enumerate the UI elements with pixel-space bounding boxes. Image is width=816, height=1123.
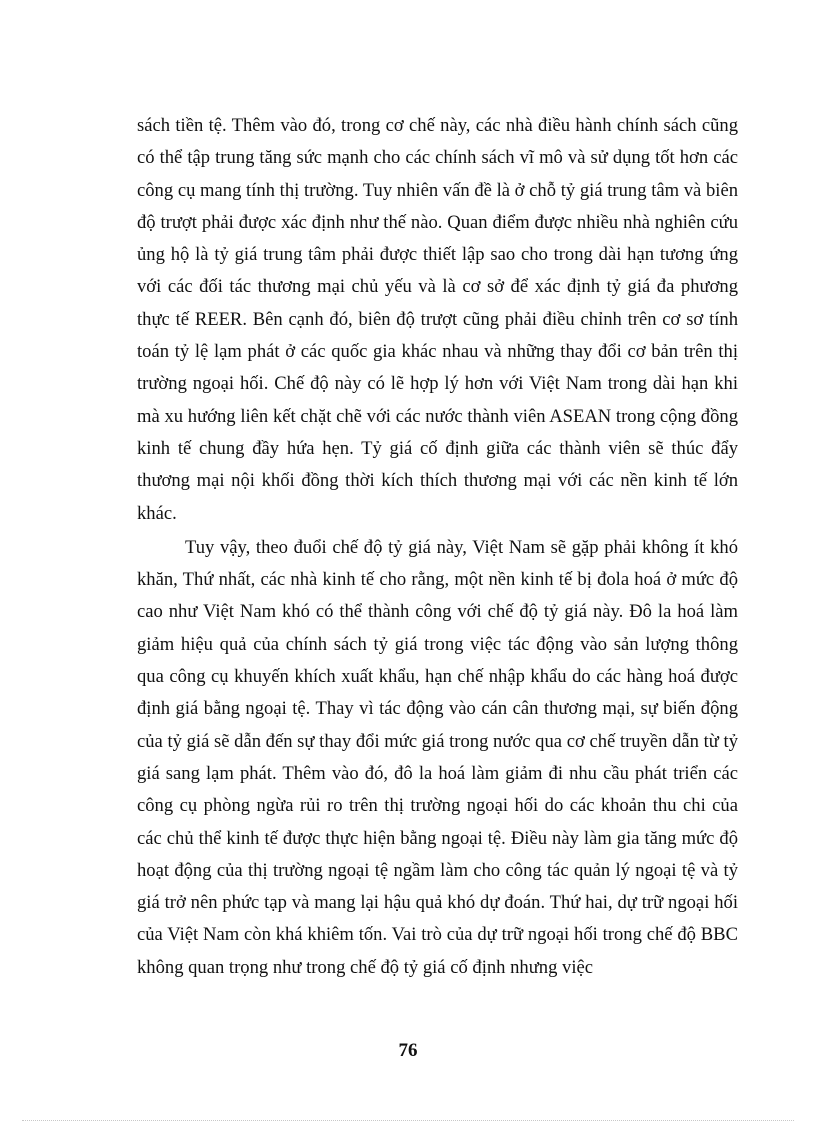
page-bottom-divider [22,1120,794,1121]
paragraph-2: Tuy vậy, theo đuổi chế độ tỷ giá này, Việt Nam sẽ gặp phải không ít khó khăn, Thứ nhất, các nhà kinh tế cho rằng, một nền kinh tế bị đola hoá ở mức độ cao như Việt Nam khó có thể thành công với chế độ tỷ giá này. Đô la hoá làm giảm hiệu quả của chính sách tỷ giá trong việc tác động vào sản lượng thông qua công cụ khuyến khích xuất khẩu, hạn chế nhập khẩu do các hàng hoá được định giá bằng ngoại tệ. Thay vì tác động vào cán cân thương mại, sự biến động của tỷ giá sẽ dẫn đến sự thay đổi mức giá trong nước qua cơ chế truyền dẫn từ tỷ giá sang lạm phát. Thêm vào đó, đô la hoá làm giảm đi nhu cầu phát triển các công cụ phòng ngừa rủi ro trên thị trường ngoại hối do các khoản thu chi của các chủ thể kinh tế được thực hiện bằng ngoại tệ. Điều này làm gia tăng mức độ hoạt động của thị trường ngoại tệ ngầm làm cho công tác quản lý ngoại tệ và tỷ giá trở nên phức tạp và mang lại hậu quả khó dự đoán. Thứ hai, dự trữ ngoại hối của Việt Nam còn khá khiêm tốn. Vai trò của dự trữ ngoại hối trong chế độ BBC không quan trọng như trong chế độ tỷ giá cố định nhưng việc [137,536,738,978]
page-number: 76 [398,1040,418,1061]
paragraph-1: sách tiền tệ. Thêm vào đó, trong cơ chế này, các nhà điều hành chính sách cũng có thể tập trung tăng sức mạnh cho các chính sách vĩ mô và sử dụng tốt hơn các công cụ mang tính thị trường. Tuy nhiên vấn đề là ở chỗ tỷ giá trung tâm và biên độ trượt phải được xác định như thế nào. Quan điểm được nhiều nhà nghiên cứu ủng hộ là tỷ giá trung tâm phải được thiết lập sao cho trong dài hạn tương ứng với các đối tác thương mại chủ yếu và là cơ sở để xác định tỷ giá đa phương thực tế REER. Bên cạnh đó, biên độ trượt cũng phải điều chỉnh trên cơ sơ tính toán tỷ lệ lạm phát ở các quốc gia khác nhau và những thay đổi cơ bản trên thị trường ngoại hối. Chế độ này có lẽ hợp lý hơn với Việt Nam trong dài hạn khi mà xu hướng liên kết chặt chẽ với các nước thành viên ASEAN trong cộng đồng kinh tế chung đầy hứa hẹn. Tỷ giá cố định giữa các thành viên sẽ thúc đẩy thương mại nội khối đồng thời kích thích thương mại với các nền kinh tế lớn khác. [137,115,738,524]
body-text [137,110,738,984]
